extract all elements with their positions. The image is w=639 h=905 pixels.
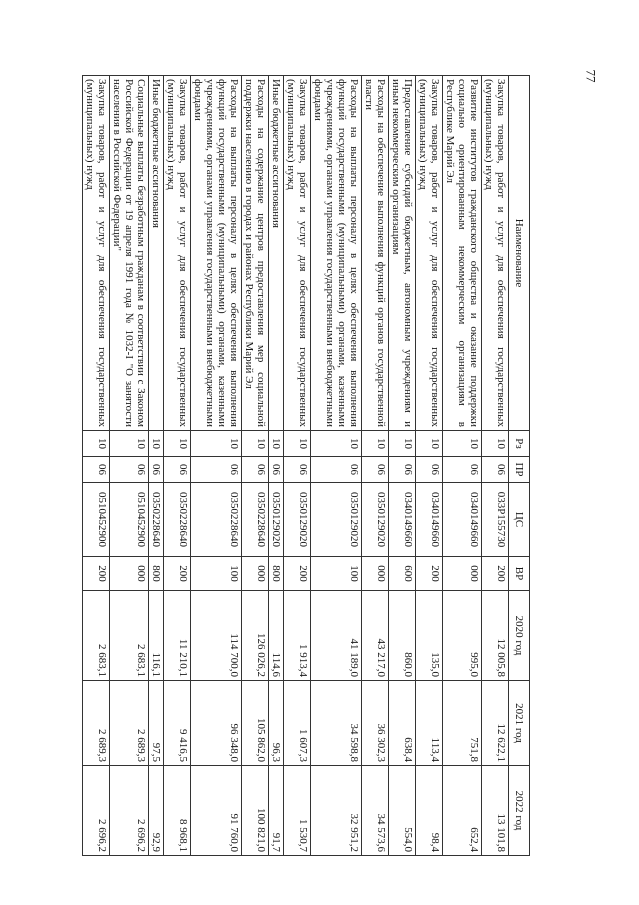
table-body — [83, 76, 509, 856]
row-pr: 06 — [389, 457, 416, 483]
row-2020: 114 700,0 — [191, 591, 242, 681]
row-cs: 0350129020 — [311, 483, 362, 557]
row-rz: 10 — [443, 431, 482, 457]
row-rz: 10 — [110, 431, 149, 457]
row-pr: 06 — [242, 457, 269, 483]
header-2021: 2021 год — [509, 681, 530, 766]
row-cs: 0350129020 — [269, 483, 284, 557]
row-2021: 1 607,3 — [284, 681, 311, 766]
row-2021: 2 689,3 — [110, 681, 149, 766]
row-vr: 000 — [443, 557, 482, 591]
row-2020: 41 189,0 — [311, 591, 362, 681]
row-vr: 800 — [269, 557, 284, 591]
row-name: Развитие институтов гражданского общества и оказание поддержки социально ориентированным некоммерческим организациям в Республике Марий Эл — [443, 76, 482, 431]
row-pr: 06 — [164, 457, 191, 483]
row-vr: 000 — [362, 557, 389, 591]
row-name: Закупка товаров, работ и услуг для обеспечения государственных (муниципальных) нужд — [164, 76, 191, 431]
row-vr: 100 — [311, 557, 362, 591]
row-2021: 751,8 — [443, 681, 482, 766]
header-name: Наименование — [509, 76, 530, 431]
row-name: Расходы на выплаты персоналу в целях обеспечения выполнения функций государственными (муниципальными) органами, казенными учреждениями, органами управления государственными внебюджетными фондами — [311, 76, 362, 431]
row-cs: 0340149660 — [389, 483, 416, 557]
row-2022: 91 760,0 — [191, 766, 242, 856]
row-cs: 0350228640 — [149, 483, 164, 557]
row-2022: 8 968,1 — [164, 766, 191, 856]
row-rz: 10 — [269, 431, 284, 457]
row-2021: 9 416,5 — [164, 681, 191, 766]
row-vr: 200 — [164, 557, 191, 591]
row-2020: 995,0 — [443, 591, 482, 681]
row-2021: 36 302,3 — [362, 681, 389, 766]
table-row — [284, 76, 311, 856]
table-row — [311, 76, 362, 856]
row-vr: 100 — [191, 557, 242, 591]
row-2020: 116,1 — [149, 591, 164, 681]
row-cs: 0340149660 — [416, 483, 443, 557]
row-vr: 200 — [83, 557, 110, 591]
row-2022: 2 696,2 — [110, 766, 149, 856]
row-rz: 10 — [149, 431, 164, 457]
row-2022: 554,0 — [389, 766, 416, 856]
row-pr: 06 — [416, 457, 443, 483]
row-name: Расходы на содержание центров предоставления мер социальной поддержки населению в городах и районах Республики Марий Эл — [242, 76, 269, 431]
row-vr: 800 — [149, 557, 164, 591]
row-2020: 126 026,2 — [242, 591, 269, 681]
row-vr: 000 — [110, 557, 149, 591]
row-2022: 2 696,2 — [83, 766, 110, 856]
table-row — [149, 76, 164, 856]
row-cs: 0350228640 — [191, 483, 242, 557]
row-rz: 10 — [284, 431, 311, 457]
row-cs: 0350129020 — [362, 483, 389, 557]
row-cs: 033Р155730 — [482, 483, 509, 557]
row-rz: 10 — [389, 431, 416, 457]
row-cs: 0510452900 — [83, 483, 110, 557]
row-name: Закупка товаров, работ и услуг для обеспечения государственных (муниципальных) нужд — [482, 76, 509, 431]
table-row — [83, 76, 110, 856]
row-cs: 0510452900 — [110, 483, 149, 557]
row-pr: 06 — [362, 457, 389, 483]
row-rz: 10 — [311, 431, 362, 457]
table-row — [482, 76, 509, 856]
header-pr: ПР — [509, 457, 530, 483]
table-row — [242, 76, 269, 856]
row-2020: 135,0 — [416, 591, 443, 681]
header-vr: ВР — [509, 557, 530, 591]
row-name: Социальные выплаты безработным гражданам в соответствии с Законом Российской Федерации от 19 апреля 1991 года № 1032-I "О занятости населения в Российской Федерации" — [110, 76, 149, 431]
row-2022: 1 530,7 — [284, 766, 311, 856]
row-2021: 638,4 — [389, 681, 416, 766]
row-2022: 32 951,2 — [311, 766, 362, 856]
row-rz: 10 — [416, 431, 443, 457]
row-2021: 34 598,8 — [311, 681, 362, 766]
row-pr: 06 — [191, 457, 242, 483]
row-rz: 10 — [191, 431, 242, 457]
row-2022: 98,4 — [416, 766, 443, 856]
row-name: Иные бюджетные ассигнования — [269, 76, 284, 431]
row-rz: 10 — [242, 431, 269, 457]
row-pr: 06 — [284, 457, 311, 483]
row-2021: 96,3 — [269, 681, 284, 766]
row-vr: 200 — [482, 557, 509, 591]
row-rz: 10 — [362, 431, 389, 457]
row-pr: 06 — [443, 457, 482, 483]
row-pr: 06 — [110, 457, 149, 483]
table-row — [164, 76, 191, 856]
table-row — [443, 76, 482, 856]
row-pr: 06 — [83, 457, 110, 483]
row-2020: 2 683,1 — [83, 591, 110, 681]
table-row — [362, 76, 389, 856]
row-2021: 105 862,0 — [242, 681, 269, 766]
row-rz: 10 — [83, 431, 110, 457]
row-pr: 06 — [269, 457, 284, 483]
row-2021: 97,5 — [149, 681, 164, 766]
row-2022: 92,9 — [149, 766, 164, 856]
table-row — [191, 76, 242, 856]
row-cs: 0350228640 — [164, 483, 191, 557]
row-pr: 06 — [311, 457, 362, 483]
row-name: Закупка товаров, работ и услуг для обеспечения государственных (муниципальных) нужд — [416, 76, 443, 431]
header-2020: 2020 год — [509, 591, 530, 681]
row-cs: 0350228640 — [242, 483, 269, 557]
row-name: Иные бюджетные ассигнования — [149, 76, 164, 431]
row-vr: 600 — [389, 557, 416, 591]
header-cs: ЦС — [509, 483, 530, 557]
row-rz: 10 — [164, 431, 191, 457]
row-2020: 2 683,1 — [110, 591, 149, 681]
row-2020: 11 210,1 — [164, 591, 191, 681]
row-pr: 06 — [149, 457, 164, 483]
header-rz: Рз — [509, 431, 530, 457]
row-2021: 96 348,0 — [191, 681, 242, 766]
row-pr: 06 — [482, 457, 509, 483]
row-name: Расходы на обеспечение выполнения функций органов государственной власти — [362, 76, 389, 431]
table-row — [269, 76, 284, 856]
row-2020: 1 913,4 — [284, 591, 311, 681]
row-name: Закупка товаров, работ и услуг для обеспечения государственных (муниципальных) нужд — [284, 76, 311, 431]
row-vr: 200 — [416, 557, 443, 591]
header-2022: 2022 год — [509, 766, 530, 856]
row-vr: 200 — [284, 557, 311, 591]
table-row — [416, 76, 443, 856]
table-header-row — [509, 76, 530, 856]
page-number: 77 — [583, 69, 599, 83]
budget-table — [82, 75, 530, 856]
row-2022: 34 573,6 — [362, 766, 389, 856]
row-2020: 114,6 — [269, 591, 284, 681]
row-cs: 0340149660 — [443, 483, 482, 557]
row-2020: 860,0 — [389, 591, 416, 681]
row-2021: 12 622,1 — [482, 681, 509, 766]
row-name: Расходы на выплаты персоналу в целях обеспечения выполнения функций государственными (муниципальными) органами, казенными учреждениями, органами управления государственными внебюджетными фондами — [191, 76, 242, 431]
row-rz: 10 — [482, 431, 509, 457]
row-2021: 2 689,3 — [83, 681, 110, 766]
row-2020: 43 217,0 — [362, 591, 389, 681]
row-vr: 000 — [242, 557, 269, 591]
row-2020: 12 005,8 — [482, 591, 509, 681]
row-name: Предоставление субсидий бюджетным, автономным учреждениям и иным некоммерческим организациям — [389, 76, 416, 431]
table-row — [389, 76, 416, 856]
row-2022: 652,4 — [443, 766, 482, 856]
row-cs: 0350129020 — [284, 483, 311, 557]
row-name: Закупка товаров, работ и услуг для обеспечения государственных (муниципальных) нужд — [83, 76, 110, 431]
row-2022: 13 101,8 — [482, 766, 509, 856]
row-2022: 91,7 — [269, 766, 284, 856]
table-row — [110, 76, 149, 856]
row-2021: 113,4 — [416, 681, 443, 766]
row-2022: 100 821,0 — [242, 766, 269, 856]
rotated-page-content — [80, 75, 530, 855]
